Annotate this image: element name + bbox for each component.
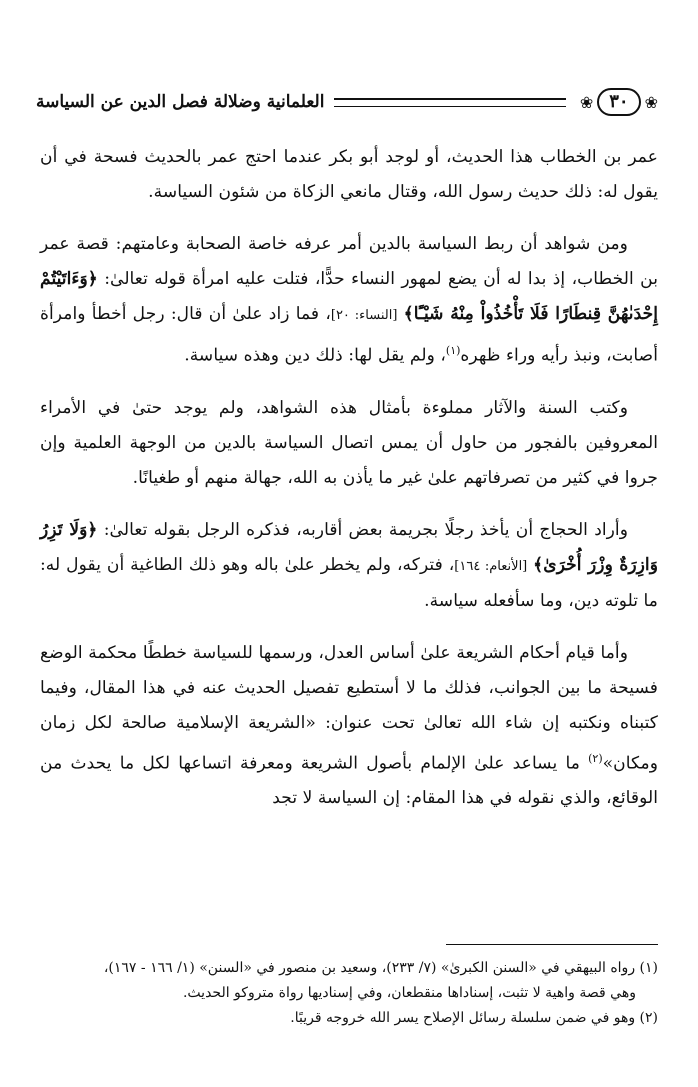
paragraph (40, 391, 658, 496)
header-rule (334, 98, 565, 107)
paragraph-text: وكتب السنة والآثار مملوءة بأمثال هذه الشواهد، ولم يوجد حتىٰ في الأمراء المعروفين بالفجور من حاول أن يمس اتصال السياسة بالدين من الوجهة العلمية وإن جروا في كثير من تصرفاتهم علىٰ غير ما يأذن به الله، جهالة منهم أو طغيانًا. (40, 397, 658, 488)
page-number: ٣٠ (597, 88, 640, 116)
footnote-marker: (١) (445, 344, 461, 357)
running-header (36, 82, 662, 122)
footnote-1: (١) رواه البيهقي في «السنن الكبرىٰ» (٧/ ٢٣٣)، وسعيد بن منصور في «السنن» (١/ ١٦٦ - ١٦٧)، (103, 960, 658, 976)
ornament-right-icon: ❀ (644, 92, 658, 112)
paragraph-text: ما يساعد علىٰ الإلمام بأصول الشريعة ومعرفة اتساعها لكل ما يحدث من الوقائع، والذي نقوله في هذا المقام: إن السياسة لا تجد (40, 753, 658, 809)
footnote-separator (446, 944, 658, 945)
main-text (40, 140, 658, 833)
paragraph-text: ومن شواهد أن ربط السياسة بالدين أمر عرفه خاصة الصحابة وعامتهم: قصة عمر بن الخطاب، إذ بدا له أن يضع لمهور النساء حدًّا، فتلت عليه امرأة قوله تعالىٰ: (40, 234, 658, 289)
page-number-ornament (576, 88, 662, 116)
paragraph-text: ، ولم يقل لها: ذلك دين وهذه سياسة. (184, 345, 446, 366)
footnotes (40, 956, 658, 1031)
quran-verse: ﴿وَءَاتَيْتُمْ إِحْدَىٰهُنَّ قِنطَارًا فَلَا تَأْخُذُواْ مِنْهُ شَيْـًٔا﴾ (40, 269, 658, 324)
paragraph (40, 140, 658, 210)
footnote-1-continuation: وهي قصة واهية لا تثبت، إسناداها منقطعان، وفي إسناديها رواة متروكو الحديث. (182, 985, 636, 1001)
ornament-left-icon: ❀ (579, 92, 594, 112)
paragraph-text: ، فتركه، ولم يخطر علىٰ باله وهو ذلك الطاغية أن يقول له: ما تلوته دين، وما سأفعله سياسة. (40, 554, 658, 611)
running-title: العلمانية وضلالة فصل الدين عن السياسة (36, 92, 325, 112)
footnote-marker: (٢) (588, 751, 603, 765)
paragraph-text: عمر بن الخطاب هذا الحديث، أو لوجد أبو بكر عندما احتج عمر بالحديث فسحة في أن يقول له: ذلك حديث رسول الله، وقتال مانعي الزكاة من شئون السياسة. (40, 147, 658, 202)
verse-reference: [النساء: ٢٠] (330, 308, 398, 323)
paragraph (40, 227, 658, 374)
paragraph (40, 513, 658, 619)
quran-verse: ﴿وَلَا تَزِرُ وَازِرَةٌ وِزْرَ أُخْرَىٰ﴾ (40, 519, 658, 575)
verse-reference: [الأنعام: ١٦٤] (454, 558, 528, 574)
paragraph (40, 636, 658, 817)
paragraph-text: وأراد الحجاج أن يأخذ رجلًا بجريمة بعض أقاربه، فذكره الرجل بقوله تعالىٰ: (97, 519, 628, 540)
paragraph-text: ، فما زاد علىٰ أن قال: رجل أخطأ وامرأة أصابت، ونبذ رأيه وراء ظهره (40, 304, 658, 366)
footnote-2: (٢) وهو في ضمن سلسلة رسائل الإصلاح يسر الله خروجه قريبًا. (290, 1010, 658, 1026)
paragraph-text: وأما قيام أحكام الشريعة علىٰ أساس العدل، ورسمها للسياسة خططًا محكمة الوضع فسيحة ما بين الجوانب، فذلك ما لا أستطيع تفصيل الحديث عنه في هذا المقال، وفيما كتبناه ونكتبه إن شاء الله تعالىٰ تحت عنوان: «الشريعة الإسلامية صالحة لكل زمان ومكان» (40, 642, 658, 774)
